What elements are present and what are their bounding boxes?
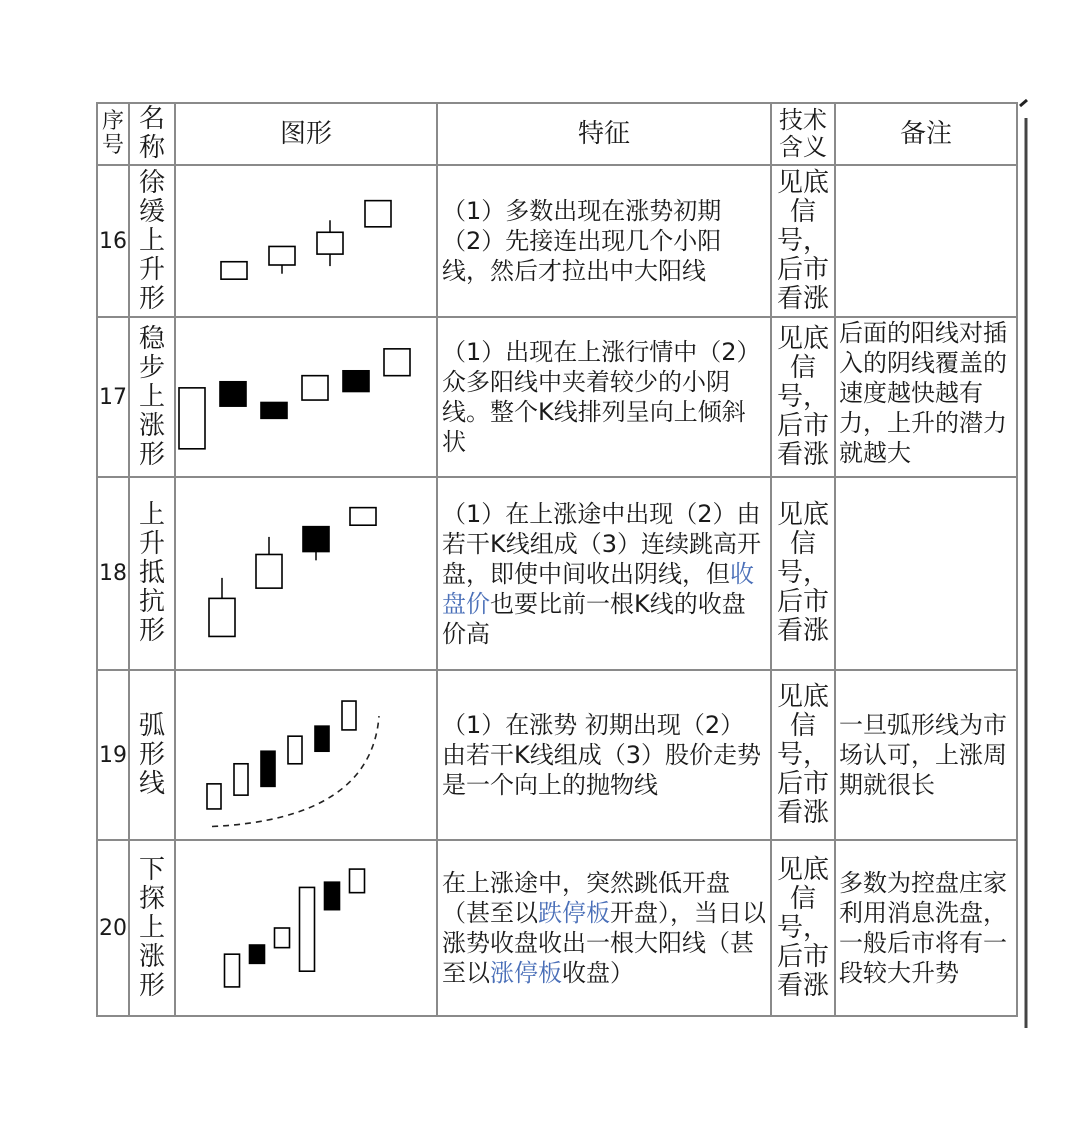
bullish-candle <box>288 736 302 764</box>
candle-body <box>261 402 287 418</box>
bullish-candle <box>209 578 235 637</box>
technical-meaning: 见底信号，后市看涨 <box>771 670 835 840</box>
candle-body <box>300 887 315 971</box>
pattern-name: 弧形线 <box>129 670 175 840</box>
bullish-candle <box>179 388 205 449</box>
page-edge-mark <box>1018 98 1030 1033</box>
feature-text: （1）出现在上涨行情中（2）众多阳线中夹着较少的小阴线。整个K线排列呈向上倾斜状 <box>442 338 761 456</box>
candle-body <box>365 201 391 227</box>
bullish-candle <box>350 869 365 893</box>
candle-body <box>384 349 410 376</box>
term-link[interactable]: 收盘价 <box>442 559 754 618</box>
candle-body <box>234 764 248 795</box>
candle-body <box>179 388 205 449</box>
term-link[interactable]: 涨停板 <box>490 959 562 987</box>
header-figure: 图形 <box>175 103 437 165</box>
candle-body <box>288 736 302 764</box>
bearish-candle <box>250 945 265 963</box>
bullish-candle <box>350 508 376 526</box>
bullish-candle <box>342 701 356 730</box>
candle-body <box>221 262 247 279</box>
bullish-candle <box>300 887 315 971</box>
pattern-features <box>437 477 771 670</box>
candle-body <box>325 882 340 909</box>
technical-meaning: 见底信号，后市看涨 <box>771 317 835 477</box>
pattern-figure <box>175 670 437 840</box>
pattern-note: 一旦弧形线为市场认可，上涨周期就很长 <box>835 670 1017 840</box>
bullish-candle <box>365 201 391 227</box>
row-index: 18 <box>97 477 129 670</box>
bullish-candle <box>207 784 221 809</box>
bullish-candle <box>384 349 410 376</box>
pattern-note <box>835 477 1017 670</box>
bullish-candle <box>234 764 248 795</box>
candle-body <box>220 382 246 406</box>
pattern-name: 稳步上涨形 <box>129 317 175 477</box>
candlestick-chart <box>176 842 438 1014</box>
header-name: 名称 <box>129 103 175 165</box>
pattern-note <box>835 165 1017 317</box>
bullish-candle <box>269 246 295 273</box>
technical-meaning: 见底信号，后市看涨 <box>771 165 835 317</box>
bullish-candle <box>317 220 343 266</box>
pattern-features <box>437 840 771 1016</box>
pattern-features <box>437 165 771 317</box>
pattern-name: 下探上涨形 <box>129 840 175 1016</box>
feature-text: （1）多数出现在涨势初期（2）先接连出现几个小阳线，然后才拉出中大阳线 <box>442 197 722 285</box>
pattern-name: 徐缓上升形 <box>129 165 175 317</box>
term-link[interactable]: 跌停板 <box>538 899 610 927</box>
candle-body <box>225 954 240 987</box>
header-note: 备注 <box>835 103 1017 165</box>
table-row <box>97 477 1017 670</box>
row-index: 19 <box>97 670 129 840</box>
bearish-candle <box>261 751 275 786</box>
bearish-candle <box>261 402 287 418</box>
candlestick-chart <box>176 672 438 838</box>
candle-body <box>250 945 265 963</box>
row-index: 20 <box>97 840 129 1016</box>
header-meaning: 技术含义 <box>771 103 835 165</box>
pattern-figure <box>175 165 437 317</box>
candle-body <box>317 232 343 254</box>
bearish-candle <box>220 382 246 406</box>
candlestick-chart <box>176 319 438 475</box>
bullish-candle <box>225 954 240 987</box>
candle-body <box>261 751 275 786</box>
technical-meaning: 见底信号，后市看涨 <box>771 477 835 670</box>
feature-text: 开盘），当日以涨势收盘收出一根大阳线（甚至以 <box>442 899 766 987</box>
row-index: 16 <box>97 165 129 317</box>
bullish-candle <box>275 928 290 948</box>
technical-meaning: 见底信号，后市看涨 <box>771 840 835 1016</box>
bullish-candle <box>221 262 247 279</box>
feature-text: 收盘） <box>562 959 634 987</box>
candle-body <box>343 371 369 392</box>
bearish-candle <box>325 882 340 909</box>
feature-text: （1）在上涨途中出现（2）由若干K线组成（3）连续跳高开盘，即使中间收出阴线，但 <box>442 499 762 588</box>
bearish-candle <box>303 527 329 561</box>
candle-body <box>342 701 356 730</box>
table-row <box>97 165 1017 317</box>
pattern-features <box>437 317 771 477</box>
header-index: 序号 <box>97 103 129 165</box>
pattern-figure <box>175 840 437 1016</box>
table-row <box>97 840 1017 1016</box>
feature-text: （1）在涨势 初期出现（2）由若干K线组成（3）股价走势是一个向上的抛物线 <box>442 711 762 799</box>
bearish-candle <box>343 371 369 392</box>
candle-body <box>350 508 376 526</box>
bullish-candle <box>256 537 282 588</box>
feature-text: 在上涨途中，突然跳低开盘（甚至以 <box>442 869 730 927</box>
header-row <box>97 103 1017 165</box>
candlestick-chart <box>176 479 438 668</box>
candle-body <box>269 246 295 265</box>
row-index: 17 <box>97 317 129 477</box>
table-row <box>97 317 1017 477</box>
candle-body <box>256 554 282 588</box>
pattern-note: 后面的阳线对插入的阴线覆盖的速度越快越有力，上升的潜力就越大 <box>835 317 1017 477</box>
candle-body <box>207 784 221 809</box>
bullish-candle <box>302 376 328 400</box>
bearish-candle <box>315 726 329 751</box>
candle-body <box>275 928 290 948</box>
candle-body <box>209 598 235 636</box>
candle-body <box>303 527 329 552</box>
candle-body <box>315 726 329 751</box>
candle-body <box>302 376 328 400</box>
pattern-note: 多数为控盘庄家利用消息洗盘，一般后市将有一段较大升势 <box>835 840 1017 1016</box>
feature-text: 也要比前一根K线的收盘价高 <box>442 589 746 648</box>
pattern-name: 上升抵抗形 <box>129 477 175 670</box>
pattern-figure <box>175 477 437 670</box>
header-features: 特征 <box>437 103 771 165</box>
candlestick-chart <box>176 167 438 315</box>
candlestick-pattern-table <box>96 102 1018 1017</box>
pattern-features <box>437 670 771 840</box>
candle-body <box>350 869 365 893</box>
pattern-figure <box>175 317 437 477</box>
table-row <box>97 670 1017 840</box>
